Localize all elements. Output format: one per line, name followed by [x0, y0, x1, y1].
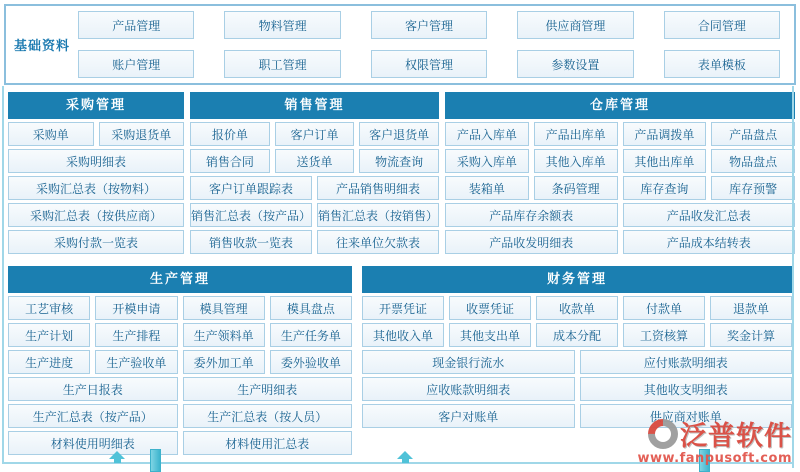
menu-button[interactable]: 产品收发明细表 — [445, 230, 618, 254]
menu-button[interactable]: 开模申请 — [95, 296, 177, 320]
menu-button[interactable]: 销售汇总表（按产品） — [190, 203, 312, 227]
watermark-url: www.fanpusoft.com — [637, 451, 792, 466]
menu-button[interactable]: 销售汇总表（按销售） — [317, 203, 439, 227]
menu-row — [78, 11, 780, 39]
middle-band — [8, 92, 795, 254]
menu-button[interactable]: 供应商管理 — [517, 11, 633, 39]
basic-data-buttons — [78, 6, 794, 83]
menu-row — [362, 377, 792, 401]
section-sales — [190, 92, 439, 254]
menu-button[interactable]: 产品管理 — [78, 11, 194, 39]
menu-button[interactable]: 产品收发汇总表 — [623, 203, 796, 227]
menu-button[interactable]: 产品库存余额表 — [445, 203, 618, 227]
menu-button[interactable]: 其他收支明细表 — [580, 377, 793, 401]
menu-button[interactable]: 客户对账单 — [362, 404, 575, 428]
connector-line-right — [792, 86, 794, 468]
section-sales-title: 销售管理 — [190, 92, 439, 119]
menu-row — [190, 230, 439, 254]
menu-row — [445, 203, 795, 227]
menu-button[interactable]: 开票凭证 — [362, 296, 444, 320]
section-sales-buttons — [190, 122, 439, 254]
menu-button[interactable]: 销售收款一览表 — [190, 230, 312, 254]
menu-row — [8, 404, 352, 428]
menu-button[interactable]: 销售合同 — [190, 149, 270, 173]
menu-button[interactable]: 送货单 — [275, 149, 355, 173]
menu-button[interactable]: 生产任务单 — [270, 323, 352, 347]
menu-button[interactable]: 其他出库单 — [623, 149, 707, 173]
section-purchase — [8, 92, 184, 254]
menu-button[interactable]: 产品出库单 — [534, 122, 618, 146]
menu-button[interactable]: 模具管理 — [183, 296, 265, 320]
menu-button[interactable]: 条码管理 — [534, 176, 618, 200]
menu-button[interactable]: 生产计划 — [8, 323, 90, 347]
menu-button[interactable]: 采购汇总表（按供应商） — [8, 203, 184, 227]
menu-button[interactable]: 采购单 — [8, 122, 94, 146]
menu-row — [362, 296, 792, 320]
menu-row — [190, 176, 439, 200]
menu-row — [8, 296, 352, 320]
section-finance-buttons — [362, 296, 792, 428]
menu-row — [8, 122, 184, 146]
menu-button[interactable]: 生产明细表 — [183, 377, 353, 401]
menu-button[interactable]: 应收账款明细表 — [362, 377, 575, 401]
menu-button[interactable]: 参数设置 — [517, 50, 633, 78]
menu-button[interactable]: 产品盘点 — [711, 122, 795, 146]
menu-button[interactable]: 采购付款一览表 — [8, 230, 184, 254]
menu-button[interactable]: 委外加工单 — [183, 350, 265, 374]
menu-button[interactable]: 客户退货单 — [359, 122, 439, 146]
menu-row — [8, 350, 352, 374]
menu-button[interactable]: 报价单 — [190, 122, 270, 146]
section-production — [8, 266, 352, 455]
menu-row — [8, 431, 352, 455]
menu-button[interactable]: 材料使用汇总表 — [183, 431, 353, 455]
section-purchase-title: 采购管理 — [8, 92, 184, 119]
menu-row — [445, 176, 795, 200]
menu-button[interactable]: 库存查询 — [623, 176, 707, 200]
menu-button[interactable]: 奖金计算 — [710, 323, 792, 347]
menu-button[interactable]: 产品调拨单 — [623, 122, 707, 146]
menu-row — [8, 149, 184, 173]
menu-button[interactable]: 库存预警 — [711, 176, 795, 200]
menu-button[interactable]: 物品盘点 — [711, 149, 795, 173]
menu-button[interactable]: 采购汇总表（按物料） — [8, 176, 184, 200]
basic-data-label: 基础资料 — [13, 39, 70, 54]
fanpu-logo-icon — [642, 412, 684, 454]
menu-row — [362, 323, 792, 347]
menu-button[interactable]: 生产排程 — [95, 323, 177, 347]
section-warehouse-title: 仓库管理 — [445, 92, 795, 119]
menu-button[interactable]: 客户管理 — [371, 11, 487, 39]
menu-button[interactable]: 生产进度 — [8, 350, 90, 374]
menu-button[interactable]: 采购入库单 — [445, 149, 529, 173]
menu-row — [445, 149, 795, 173]
section-warehouse — [445, 92, 795, 254]
menu-button[interactable]: 工艺审核 — [8, 296, 90, 320]
menu-button[interactable]: 其他入库单 — [534, 149, 618, 173]
menu-row — [190, 203, 439, 227]
menu-button[interactable]: 产品入库单 — [445, 122, 529, 146]
menu-button[interactable]: 表单模板 — [664, 50, 780, 78]
menu-row — [8, 176, 184, 200]
menu-row — [445, 230, 795, 254]
menu-button[interactable]: 现金银行流水 — [362, 350, 575, 374]
section-production-buttons — [8, 296, 352, 455]
menu-button[interactable]: 供应商对账单 — [580, 404, 793, 428]
menu-row — [8, 377, 352, 401]
menu-button[interactable]: 模具盘点 — [270, 296, 352, 320]
menu-button[interactable]: 应付账款明细表 — [580, 350, 793, 374]
menu-button[interactable]: 付款单 — [623, 296, 705, 320]
menu-row — [362, 350, 792, 374]
menu-button[interactable]: 生产领料单 — [183, 323, 265, 347]
connector-line-left — [2, 86, 4, 464]
menu-button[interactable]: 往来单位欠款表 — [317, 230, 439, 254]
menu-button[interactable]: 采购明细表 — [8, 149, 184, 173]
up-arrow-icon — [109, 451, 125, 463]
menu-row — [190, 122, 439, 146]
menu-button[interactable]: 合同管理 — [664, 11, 780, 39]
basic-data-panel — [4, 4, 796, 85]
menu-button[interactable]: 收票凭证 — [449, 296, 531, 320]
menu-button[interactable]: 装箱单 — [445, 176, 529, 200]
menu-button[interactable]: 生产汇总表（按产品） — [8, 404, 178, 428]
menu-button[interactable]: 委外验收单 — [270, 350, 352, 374]
menu-button[interactable]: 账户管理 — [78, 50, 194, 78]
menu-row — [445, 122, 795, 146]
menu-button[interactable]: 物料管理 — [224, 11, 340, 39]
menu-button[interactable]: 产品成本结转表 — [623, 230, 796, 254]
menu-button[interactable]: 权限管理 — [371, 50, 487, 78]
menu-button[interactable]: 退款单 — [710, 296, 792, 320]
section-finance-title: 财务管理 — [362, 266, 792, 293]
menu-row — [8, 230, 184, 254]
watermark — [632, 414, 792, 466]
menu-button[interactable]: 其他支出单 — [449, 323, 531, 347]
section-purchase-buttons — [8, 122, 184, 254]
menu-button[interactable]: 材料使用明细表 — [8, 431, 178, 455]
menu-row — [8, 203, 184, 227]
menu-button[interactable]: 成本分配 — [536, 323, 618, 347]
menu-button[interactable]: 生产汇总表（按人员） — [183, 404, 353, 428]
section-production-title: 生产管理 — [8, 266, 352, 293]
menu-button[interactable]: 客户订单跟踪表 — [190, 176, 312, 200]
up-arrow-icon — [397, 451, 413, 463]
section-warehouse-buttons — [445, 122, 795, 254]
menu-button[interactable]: 客户订单 — [275, 122, 355, 146]
menu-button[interactable]: 收款单 — [536, 296, 618, 320]
watermark-brand: 泛普软件 — [680, 421, 792, 452]
menu-button[interactable]: 其他收入单 — [362, 323, 444, 347]
menu-row — [78, 50, 780, 78]
menu-row — [8, 323, 352, 347]
menu-button[interactable]: 物流查询 — [359, 149, 439, 173]
menu-button[interactable]: 采购退货单 — [99, 122, 185, 146]
menu-button[interactable]: 产品销售明细表 — [317, 176, 439, 200]
menu-button[interactable]: 工资核算 — [623, 323, 705, 347]
menu-button[interactable]: 职工管理 — [224, 50, 340, 78]
down-connector-stub — [150, 449, 161, 472]
menu-button[interactable]: 生产日报表 — [8, 377, 178, 401]
menu-button[interactable]: 生产验收单 — [95, 350, 177, 374]
menu-row — [190, 149, 439, 173]
